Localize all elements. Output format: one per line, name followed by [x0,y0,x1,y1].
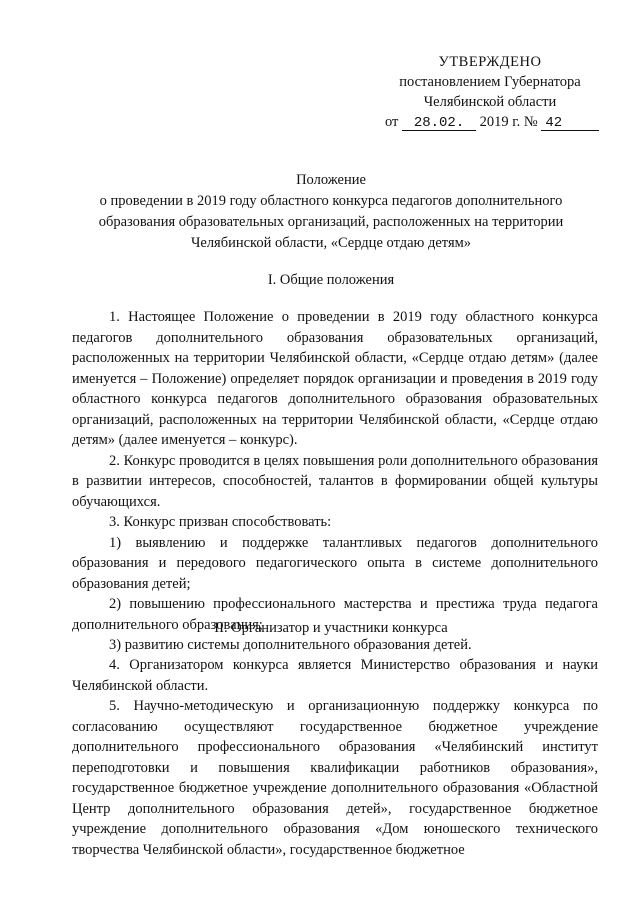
approval-number: 42 [541,116,599,131]
title-line-3: образования образовательных организаций, расположенных на территории [98,214,564,230]
section-1-heading: I. Общие положения [267,272,395,288]
paragraph: 3. Конкурс призван способствовать: [109,514,332,530]
paragraph: 1) выявлению и поддержке талантливых педагогов дополнительного образования и передового педагогического опыта в системе дополнительного образования детей; [72,534,598,592]
approval-line-2: Челябинской области [423,94,557,110]
section-1-body [72,307,598,656]
paragraph: 2. Конкурс проводится в целях повышения роли дополнительного образования в развитии интересов, способностей, талантов в формировании общей культуры обучающихся. [72,452,598,510]
section-2-body [72,655,598,860]
document-title [72,170,590,254]
approval-title: УТВЕРЖДЕНО [438,54,542,70]
paragraph: 3) развитию системы дополнительного образования детей. [109,637,472,653]
title-line-1: Положение [296,172,366,188]
section-2-heading: II. Организатор и участники конкурса [214,620,448,636]
approval-date-line [385,112,595,132]
title-line-4: Челябинской области, «Сердце отдаю детям» [190,235,472,251]
approval-line-1: постановлением Губернатора [399,74,581,90]
approval-date: 28.02. [402,116,476,131]
paragraph: 5. Научно-методическую и организационную поддержку конкурса по согласованию осуществляют государственное бюджетное учреждение дополнительного профессионального образования «Челябинский институт переподготовки и повышения квалификации работников образования», государственное бюджетное учреждение дополнительного образования «Областной Центр дополнительного образования детей», государственное бюджетное учреждение дополнительного образования «Дом юношеского технического творчества Челябинской области», государственное бюджетное [72,698,598,858]
paragraph: 1. Настоящее Положение о проведении в 2019 году областного конкурса педагогов дополнительного образования образовательных организаций, расположенных на территории Челябинской области, «Сердце отдаю детям» (далее именуется – Положение) определяет порядок организации и проведения в 2019 году областного конкурса педагогов дополнительного образования образовательных организаций, расположенных на территории Челябинской области, «Сердце отдаю детям» (далее именуется – конкурс). [72,309,598,448]
title-line-2: о проведении в 2019 году областного конкурса педагогов дополнительного [99,193,563,209]
paragraph: 4. Организатором конкурса является Министерство образования и науки Челябинской области. [72,657,598,694]
approval-from: от [385,114,399,130]
paragraph: 2) повышению профессионального мастерства и престижа труда педагога дополнительного образования; [72,596,598,633]
approval-block [385,52,595,132]
approval-year: 2019 г. № [479,114,538,130]
